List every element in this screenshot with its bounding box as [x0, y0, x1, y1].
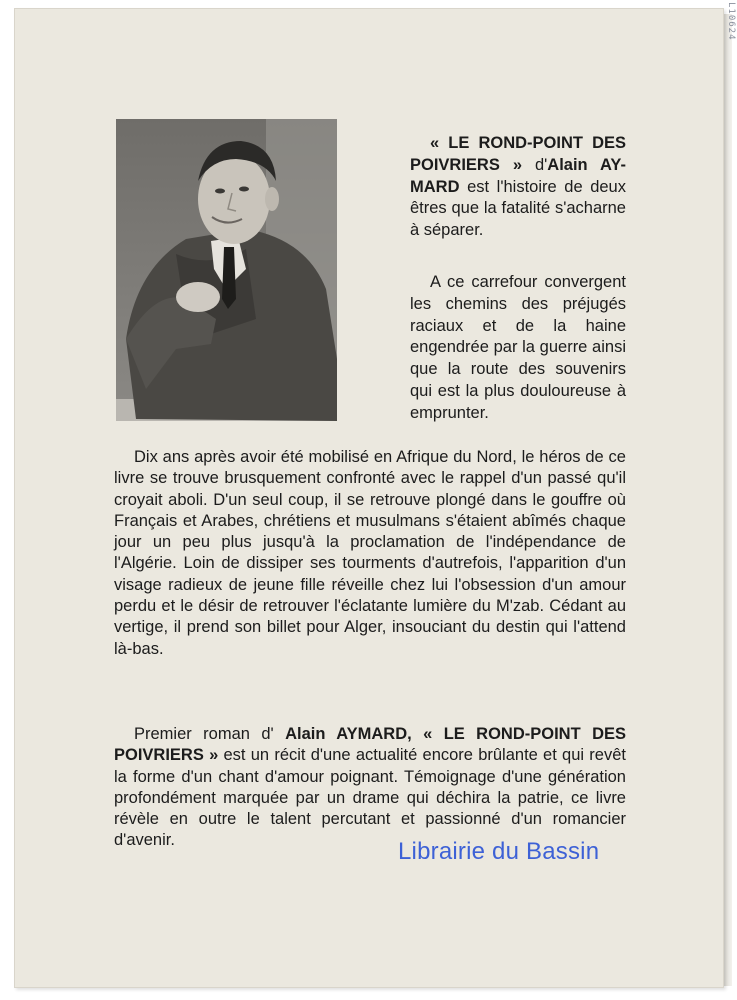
- closing-rest: est un récit d'une actualité encore brûlante et qui revêt la forme d'un chant d'amour poignant. Témoignage d'une génération profondément marquée par un drame qui déchira la patrie, ce livre révèle en outre le talent percutant et passionné d'un romancier d'avenir.: [114, 746, 626, 850]
- intro2-text: A ce carrefour convergent les chemins des préjugés raciaux et de la haine engendrée par la guerre ainsi que la route des souvenirs qui est la plus douloureuse à emprunter.: [410, 273, 626, 422]
- book-title: « LE ROND-POINT DES POIVRIERS »: [410, 134, 626, 174]
- seller-watermark: Librairie du Bassin: [398, 838, 600, 865]
- author-name: Alain AY-MARD: [410, 155, 626, 196]
- author-photo: [116, 119, 337, 421]
- intro-paragraph: [410, 133, 626, 242]
- author-name-2: Alain AYMARD,: [285, 725, 412, 743]
- book-title-2: « LE ROND-POINT DES POIVRIERS »: [114, 725, 627, 765]
- intro-paragraph-2: [410, 272, 626, 425]
- author-photo-drawing: [116, 119, 337, 421]
- edge-mark: L10624: [726, 2, 736, 41]
- closing-paragraph: [114, 724, 626, 852]
- synopsis-paragraph: [114, 447, 626, 660]
- closing-space: [412, 725, 423, 743]
- intro-rest: est l'histoire de deux êtres que la fatalité s'acharne à séparer.: [410, 177, 626, 240]
- intro-connector: d': [522, 155, 548, 174]
- synopsis-text: Dix ans après avoir été mobilisé en Afrique du Nord, le héros de ce livre se trouve brusquement confronté avec le rappel d'un passé qu'il croyait aboli. D'un seul coup, il se retrouve plongé dans le gouffre où Français et Arabes, chrétiens et musulmans s'étaient abîmés chaque jour un peu plus jusqu'à la proclamation de l'indépendance de l'Algérie. Loin de dissiper ses tourments d'autrefois, l'apparition d'un visage radieux de jeune fille réveille chez lui l'obsession d'un amour perdu et le désir de retrouver l'éclatante lumière du M'zab. Cédant au vertige, il prend son billet pour Alger, insouciant du destin qui l'attend là-bas.: [114, 448, 626, 658]
- closing-lead: Premier roman d': [134, 725, 286, 743]
